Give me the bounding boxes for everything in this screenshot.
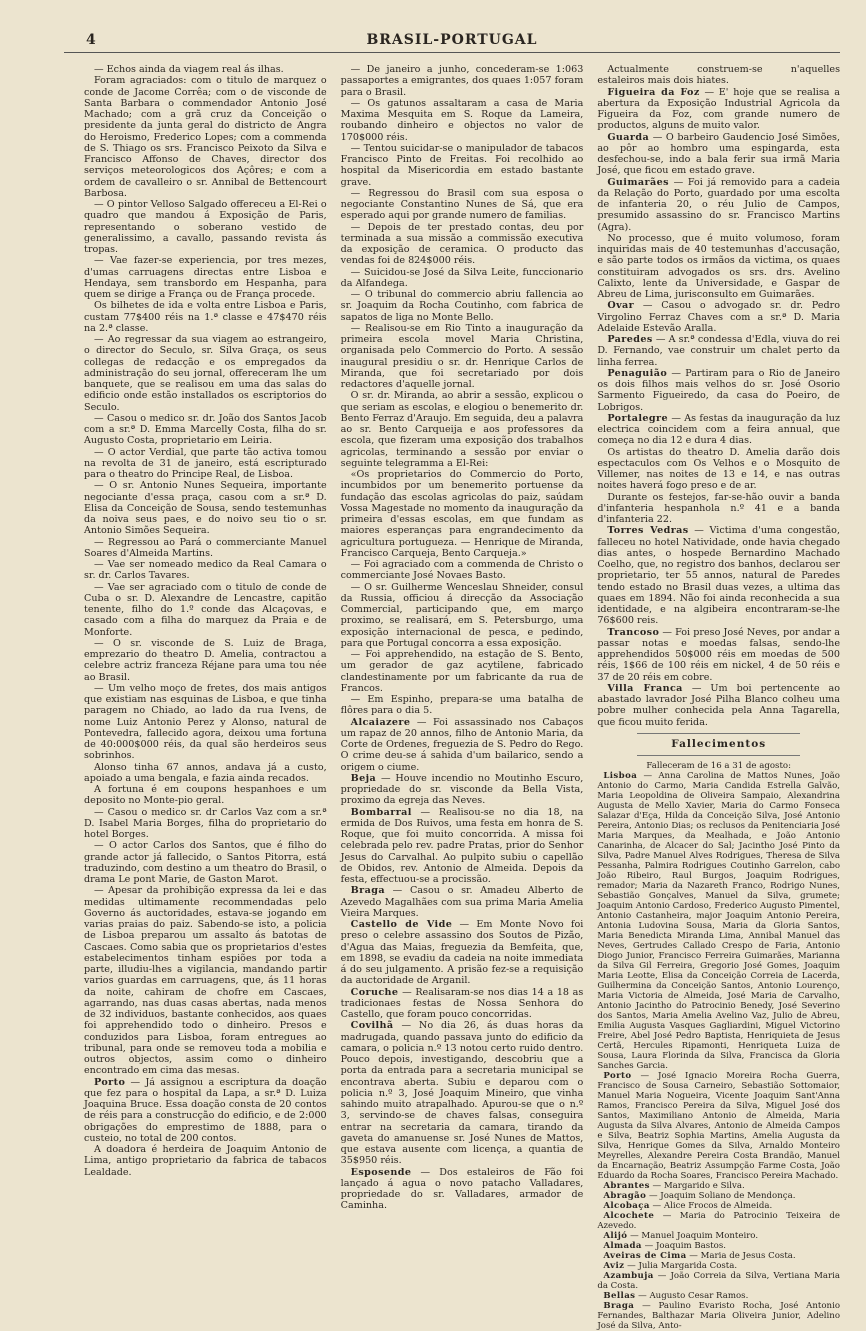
paragraph: Os artistas do theatro D. Amelia darão dois espectaculos com Os Velhos e o Mosquito de Villemer, nas noites de 13 e 14, e nas outras noites haverá fogo preso e de ar. (597, 446, 840, 492)
place-lead: Almada (603, 1241, 642, 1251)
paragraph: Os bilhetes de ida e volta entre Lisboa e Paris, custam 77$400 réis na 1.ª classe e 47$470 réis na 2.ª classe. (84, 300, 327, 334)
paragraph: — O actor Verdial, que parte tão activa tomou na revolta de 31 de janeiro, está escripturado para o theatro do Principe Real, de Lisboa. (84, 446, 327, 480)
paragraph: — Suicidou-se José da Silva Leite, funccionario da Alfandega. (340, 266, 584, 289)
paragraph: Azambuja — João Correia da Silva, Vertiana Maria da Costa. (597, 1271, 840, 1291)
place-lead: Trancoso (607, 626, 660, 638)
paragraph: Alijó — Manuel Joaquim Monteiro. (603, 1231, 759, 1241)
section-divider (637, 755, 800, 756)
place-lead: Esposende (350, 1166, 412, 1178)
paragraph: — Ao regressar da sua viagem ao estrangeiro, o director do Seculo, sr. Silva Graça, os seus collegas de redacção e os empregados da administração do seu jornal, offereceram lhe um banquete, que se realisou em uma das salas do edificio onde estão installados os escriptorios do Seculo. (84, 334, 327, 413)
paragraph: Paredes — A sr.ª condessa d'Edla, viuva do rei D. Fernando, vae construir um chalet perto da linha ferrea. (597, 334, 840, 368)
paragraph: — O sr. Guilherme Wenceslau Shneider, consul da Russia, officiou á direcção da Associação Commercial, participando que, em março proximo, se realisará, em S. Petersburgo, uma exposição internacional de pesca, e pedindo, para que Portugal concorra a essa exposição. (340, 581, 584, 649)
paragraph: — Casou o medico sr. dr. João dos Santos Jacob com a sr.ª D. Emma Marcelly Costa, filha do sr. Augusto Costa, proprietario em Leiria. (84, 412, 327, 447)
place-lead: Guarda (607, 131, 650, 143)
place-lead: Abrantes (603, 1181, 650, 1191)
paragraph: — De janeiro a junho, concederam-se 1:063 passaportes a emigrantes, dos quaes 1:057 foram para o Brasil. (340, 64, 584, 98)
place-lead: Braga (350, 885, 385, 897)
page-header (64, 0, 840, 48)
paragraph: Abrantes — Margarido e Silva. (603, 1181, 745, 1191)
paragraph: — Tentou suicidar-se o manipulador de tabacos Francisco Pinto de Freitas. Foi recolhido ao hospital da Misericordia em estado bastante grave. (340, 142, 584, 188)
place-lead: Guimarães (607, 176, 669, 188)
paragraph: Actualmente construem-se n'aquelles estaleiros mais dois hiates. (597, 64, 840, 87)
paragraph: — Foi agraciado com a commenda de Christo o commerciante José Novaes Basto. (340, 559, 584, 582)
masthead: BRASIL-PORTUGAL (366, 32, 538, 48)
fallecimentos-list (597, 771, 840, 1331)
fallecimentos-title: Fallecimentos (671, 737, 767, 750)
paragraph: Figueira da Foz — E' hoje que se realisa a abertura da Exposição Industrial Agricola da Figueira da Foz, com grande numero de productos, alguns de muito valor. (597, 86, 840, 132)
paragraph: Guarda — O barbeiro Gaudencio José Simões, ao pôr ao hombro uma espingarda, esta desfechou-se, indo a bala ferir sua irmã Maria José, que ficou em estado grave. (597, 131, 840, 177)
page-number: 4 (86, 32, 96, 48)
paragraph: — Foi apprehendido, na estação de S. Bento, um gerador de gaz acytilene, fabricado clandestinamente por um fabricante da rua de Francos. (340, 649, 584, 694)
paragraph: Aveiras de Cima — Maria de Jesus Costa. (603, 1251, 796, 1261)
paragraph: — O pintor Velloso Salgado offereceu a El-Rei o quadro que mandou á Exposição de Paris, representando o soberano vestido de generalissimo, a cavallo, passando revista ás tropas. (84, 199, 327, 255)
paragraph: Alcaiazere — Foi assassinado nos Cabaços um rapaz de 20 annos, filho de Antonio Maria, da Corte de Ordenes, freguezia de S. Pedro do Rego. O crime deu-se á sahida d'um bailarico, sendo a origem o ciume. (340, 716, 584, 773)
place-lead: Azambuja (603, 1271, 654, 1281)
paragraph: — Realisou-se em Rio Tinto a inauguração da primeira escola movel Maria Christina, organisada pelo Commercio do Porto. A sessão inaugural presidiu o sr. dr. Henrique Carlos de Miranda, que foi secretariado por dois redactores d'aquelle jornal. (340, 322, 584, 390)
paragraph: A fortuna é em coupons hespanhoes e um deposito no Monte-pio geral. (84, 784, 327, 807)
column-1 (84, 64, 327, 1331)
paragraph: — O tribunal do commercio abriu fallencia ao sr. Joaquim da Rocha Coutinho, com fabrica de sapatos de liga no Monte Bello. (340, 289, 584, 323)
place-lead: Ovar (607, 300, 635, 312)
paragraph: Foram agraciados: com o titulo de marquez o conde de Jacome Corrêa; com o de visconde de Santa Barbara o commendador Antonio José Machado; com a grã cruz da Conceição o presidente da junta geral do districto de Angra do Heroismo, Frederico Lopes; com a commenda de S. Thiago os srs. Francisco Peixoto da Silva e Francisco Affonso de Chaves, director dos serviços meteorologicos dos Açôres; e com a ordem de cavalleiro o sr. Annibal de Bettencourt Barbosa. (84, 75, 327, 199)
paragraph: Braga — Casou o sr. Amadeu Alberto de Azevedo Magalhães com sua prima Maria Amelia Vieira Marques. (340, 885, 584, 919)
paragraph: Bombarral — Realisou-se no dia 18, na ermida de Dos Ruivos, uma festa em honra de S. Roque, que foi muito concorrida. A missa foi celebrada pelo rev. padre Pratas, prior do Senhor Jesus do Carvalhal. Ao pulpito subiu o capellão de Obidos, rev. Antonio de Almeida. Depois da festa, effectuou-se a procissão. (340, 806, 584, 885)
paragraph: O sr. dr. Miranda, ao abrir a sessão, explicou o que seriam as escolas, e elogiou o benemerito dr. Bento Ferraz d'Araujo. Em seguida, deu a palavra ao sr. Bento Carqueija e aos professores da escola, que fizeram uma exposição dos trabalhos agricolas, terminando a sessão por enviar o seguinte telegramma a El-Rei: (340, 390, 584, 469)
paragraph: Castello de Vide — Em Monte Novo foi preso o celebre assassino dos Soutos de Pizão, d'Agua das Maias, freguezia da Bemfeita, que, em 1898, se evadiu da cadeia na noite immediata á do seu julgamento. A prisão fez-se a requisição da auctoridade de Arganil. (340, 919, 584, 987)
paragraph: No processo, que é muito volumoso, foram inquiridas mais de 40 testemunhas d'accusação, e são parte todos os irmãos da victima, os quaes constituiram advogados os srs. drs. Avelino Calixto, lente da Universidade, e Gaspar de Abreu de Lima, jurisconsulto em Guimarães. (597, 232, 840, 300)
paragraph: Guimarães — Foi já removido para a cadeia da Relação do Porto, guardado por uma escolta de infanteria 20, o réu Julio de Campos, presumido assassino do sr. Francisco Martins (Agra). (597, 176, 840, 233)
paragraph: — Depois de ter prestado contas, deu por terminada a sua missão a commissão executiva da exposição de ceramica. O producto das vendas foi de 824$000 réis. (340, 221, 584, 267)
paragraph: — O sr. visconde de S. Luiz de Braga, emprezario do theatro D. Amelia, contractou a celebre actriz franceza Réjane para uma tou née ao Brasil. (84, 637, 327, 683)
paragraph: Porto — José Ignacio Moreira Rocha Guerra, Francisco de Sousa Carneiro, Sebastião Sottomaior, Manuel Maria Nogueira, Vicente Joaquim Sant'Anna Ramos, Francisco Pereira da Silva, Miguel José dos Santos, Maximiliano Antonio de Almeida, Maria Augusta da Silva Alvares, Antonio de Almeida Campos e Silva, Beatriz Sophia Martins, Amelia Augusta da Silva, Henrique Gomes da Silva, Arnaldo Monteiro Meyrelles, Alexandre Pereira Costa Brandão, Manuel da Encarnação, Beatriz Assumpção Farme Costa, João Eduardo da Rocha Soares, Francisco Pereira Machado. (597, 1071, 840, 1181)
paragraph: — Os gatunos assaltaram a casa de Maria Maxima Mesquita em S. Roque da Lameira, roubando dinheiro e objectos no valor de 170$000 réis. (340, 97, 584, 143)
paragraph: — Apesar da prohibição expressa da lei e das medidas ultimamente recommendadas pelo Governo ás auctoridades, estava-se jogando em varias praias do paiz. Sabendo-se isto, a policia de Lisboa preparou um assalto ás batotas de Cascaes. Como sabia que os proprietarios d'estes estabelecimentos tinham espiões por toda a parte, illudiu-lhes a vigilancia, mandando partir varios guardas em carruagens, que, ás 11 horas da noite, cahiram de chofre em Cascaes, agarrando, nas duas casas abertas, nada menos de 32 individuos, bastante conhecidos, aos quaes foi apprehendido todo o dinheiro. Presos e conduzidos para Lisboa, foram entregues ao tribunal, para onde se removeu toda a mobilia e outros objectos, assim como o dinheiro encontrado em cima das mesas. (84, 885, 327, 1077)
paragraph: Torres Vedras — Victima d'uma congestão, falleceu no hotel Natividade, onde havia chegado dias antes, o hospede Bernardino Machado Coelho, que, no registro dos banhos, declarou ser proprietario, ter 55 annos, natural de Paredes tendo estado no Brasil duas vezes, a ultima das quaes em 1894. Não foi ainda reconhecida a sua identidade, e na algibeira encontraram-se-lhe 76$600 reis. (597, 525, 840, 627)
place-lead: Porto (94, 1076, 126, 1088)
paragraph: Bellas — Augusto Cesar Ramos. (603, 1291, 749, 1301)
paragraph: Portalegre — As festas da inauguração da luz electrica coincidem com a feira annual, que começa no dia 12 e dura 4 dias. (597, 412, 840, 447)
header-rule (64, 52, 840, 53)
place-lead: Alcaiazere (350, 716, 411, 728)
section-divider (637, 733, 800, 734)
paragraph: — Regressou do Brasil com sua esposa o negociante Constantino Nunes de Sá, que era esperado aqui por grande numero de familias. (340, 187, 584, 222)
paragraph: — Regressou ao Pará o commerciante Manuel Soares d'Almeida Martins. (84, 536, 327, 559)
paragraph: — Um velho moço de fretes, dos mais antigos que existiam nas esquinas de Lisboa, e que tinha paragem no Chiado, ao lado da rua Ivens, de nome Luiz Antonio Perez y Alonso, natural de Pontevedra, fallecido agora, deixou uma fortuna de 40:000$000 réis, da qual são herdeiros seus sobrinhos. (84, 682, 327, 762)
paragraph: Aviz — Julia Margarida Costa. (603, 1261, 738, 1271)
paragraph: Alonso tinha 67 annos, andava já a custo, apoiado a uma bengala, e fazia ainda recados. (84, 761, 327, 784)
paragraph: Beja — Houve incendio no Moutinho Escuro, propriedade do sr. visconde da Bella Vista, proximo da egreja das Neves. (340, 772, 584, 807)
paragraph: Ovar — Casou o advogado sr. dr. Pedro Virgolino Ferraz Chaves com a sr.ª D. Maria Adelaide Estevão Aralla. (597, 300, 840, 334)
paragraph: — Vae ser nomeado medico da Real Camara o sr. dr. Carlos Tavares. (84, 559, 327, 582)
place-lead: Abragão (603, 1191, 647, 1201)
paragraph: Penaguião — Partiram para o Rio de Janeiro os dois filhos mais velhos do sr. José Osorio Sarmento Figueiredo, da casa do Poeiro, de Lobrigos. (597, 367, 840, 413)
place-lead: Paredes (607, 334, 653, 345)
paragraph: Alcochete — Maria do Patrocinio Teixeira de Azevedo. (597, 1211, 840, 1231)
place-lead: Braga (603, 1301, 635, 1311)
paragraph: — O sr. Antonio Nunes Sequeira, importante negociante d'essa praça, casou com a sr.ª D. Elisa da Conceição de Sousa, sendo testemunhas da noiva seus paes, e do noivo seu tio o sr. Antonio Simões Sequeira. (84, 480, 327, 537)
paragraph: — Vae ser agraciado com o titulo de conde de Cuba o sr. D. Alexandre de Lencastre, capitão tenente, filho do 1.º conde das Alcaçovas, e casado com a filha do marquez da Praia e de Monforte. (84, 581, 327, 638)
paragraph: — Casou o medico sr. dr Carlos Vaz com a sr.ª D. Isabel Maria Borges, filha do proprietario do hotel Borges. (84, 806, 327, 840)
column-2 (341, 64, 584, 1331)
place-lead: Lisboa (603, 771, 638, 781)
paragraph: Braga — Paulino Evaristo Rocha, José Antonio Fernandes, Balthazar Maria Oliveira Junior, Adelino José da Silva, Anto- (597, 1301, 840, 1331)
place-lead: Covilhã (350, 1020, 394, 1032)
paragraph: Alcobaça — Alice Frocos de Almeida. (603, 1201, 773, 1211)
article-columns (84, 64, 841, 1331)
paragraph: — Echos ainda da viagem real ás ilhas. (94, 64, 284, 75)
paragraph: Esposende — Dos estaleiros de Fão foi lançado á agua o novo patacho Valladares, propriedade do sr. Valladares, armador de Caminha. (340, 1166, 584, 1212)
place-lead: Castello de Vide (350, 919, 453, 930)
paragraph: — Vae fazer-se experiencia, por tres mezes, d'umas carruagens directas entre Lisboa e Hendaya, sem transbordo em Hespanha, para quem se dirige a França ou de França procede. (84, 255, 327, 300)
place-lead: Aviz (603, 1261, 625, 1271)
paragraph: Almada — Joaquim Bastos. (603, 1241, 726, 1251)
place-lead: Penaguião (607, 367, 668, 379)
place-lead: Villa Franca (607, 682, 683, 694)
paragraph: — Em Espinho, prepara-se uma batalha de flôres para o dia 5. (340, 694, 584, 717)
paragraph: — O actor Carlos dos Santos, que é filho do grande actor já fallecido, o Santos Pitorra, está traduzindo, com destino a um theatro do Brasil, o drama Le pont Marie, de Gaston Marot. (84, 840, 327, 885)
place-lead: Aveiras de Cima (603, 1251, 687, 1261)
fallecimentos-intro: Falleceram de 16 a 31 de agosto: (646, 761, 791, 771)
place-lead: Figueira da Foz (607, 86, 700, 98)
place-lead: Portalegre (607, 412, 669, 424)
place-lead: Beja (350, 772, 377, 784)
paragraph: Abragão — Joaquim Soliano de Mendonça. (603, 1191, 796, 1201)
column-3 (597, 64, 840, 1331)
paragraph: Durante os festejos, far-se-hão ouvir a banda d'infanteria hespanhola n.º 41 e a banda d'infanteria 22. (597, 491, 840, 525)
paragraph: «Os proprietarios do Commercio do Porto, incumbidos por um benemerito portuense da fundação das escolas agricolas do paiz, saúdam Vossa Magestade no momento da inauguração da primeira d'essas escolas, em que fundam as maiores esperanças para engrandecimento da agricultura portugueza. — Henrique de Miranda, Francisco Carqueja, Bento Carqueja.» (340, 469, 584, 559)
place-lead: Bombarral (350, 806, 412, 818)
paragraph: Covilhã — No dia 26, ás duas horas da madrugada, quando passava junto do edificio da camara, o policia n.º 13 notou certo ruido dentro. Pouco depois, investigando, descobriu que a porta da entrada para a secretaria municipal se encontrava aberta. Subiu e deparou com o policia n.º 3, José Joaquim Mineiro, que vinha sahindo muito atrapalhado. Apurou-se que o n.º 3, servindo-se de chaves falsas, conseguira entrar na secretaria da camara, tirando da gaveta do amanuense sr. José Nunes de Mattos, que estava ausente com licença, a quantia de 35$950 réis. (340, 1020, 584, 1167)
paragraph: Coruche — Realisaram-se nos dias 14 a 18 as tradicionaes festas de Nossa Senhora do Castello, que foram pouco concorridas. (340, 986, 584, 1020)
place-lead: Alijó (603, 1231, 628, 1241)
place-lead: Alcobaça (603, 1201, 650, 1211)
paragraph: A doadora é herdeira de Joaquim Antonio de Lima, antigo proprietario da fabrica de tabacos Lealdade. (84, 1144, 327, 1178)
column-3-news (597, 64, 840, 728)
place-lead: Coruche (350, 986, 399, 998)
paragraph: Lisboa — Anna Carolina de Mattos Nunes, João Antonio do Carmo, Maria Candida Estrella Galvão, Maria Leopoldina de Oliveira Sampaio, Alexandrina Augusta de Mello Xavier, Maria do Carmo Fonseca Salazar d'Eça, Hilda da Conceição Silva, José Antonio Pereira, Antonio Dias; os reclusos da Penitenciaria José Maria Marques, da Mealhada, e João Antonio Canarinha, de Alcacer do Sal; Jacintho José Pinto da Silva, Padre Manuel Alves Rodrigues, Theresa de Silva Pessanha, Palmira Rodrigues Coutinho Garrelon, cabo João Ribeiro, Raul Burgos, Joaquim Rodrigues, remador; Maria da Nazareth Franco, Rodrigo Nunes, Sebastião Gonçalves, Manuel da Silva, grumete; Joaquim Antonio Cardoso, Frederico Augusto Pimentel, Antonio Castanheira, major Joaquim Antonio Pereira, Antonia Ludovina Sousa, Maria da Gloria Santos, Maria Benedicta Miranda Lima, Annibal Manuel das Neves, Gertrudes Callado Crespo de Faria, Antonio Diogo Junior, Francisco Ferreira Guimarães, Marianna da Silva Gil Ferreira, Gregorio José Gomes, Joaquim Maria Leotte, Elisa da Conceição Correia de Lacerda, Guilhermina da Conceição Santos, Antonio Lourenço, Maria Victoria de Almeida, José Maria de Carvalho, Antonio Jacintho do Patrocinio Benedy, José Severino dos Santos, Maria Amelia Avelino Vaz, Julio de Abreu, Emilia Augusta Vasques Gagliardini, Miguel Victorino Freire, Abel José Pedro Baptista, Henriquieta de Jesus Certã, Hercules Ripamonti, Henriqueta Luiza de Sousa, Laura Florinda da Silva, Francisca da Gloria Sanches Garcia. (597, 771, 840, 1071)
place-lead: Porto (603, 1071, 632, 1081)
paragraph: Villa Franca — Um boi pertencente ao abastado lavrador José Pilha Blanco colheu uma pobre mulher conhecida pela Anna Tagarella, que ficou muito ferida. (597, 682, 841, 728)
paragraph: Trancoso — Foi preso José Neves, por andar a passar notas e moedas falsas, sendo-lhe apprehendidos 50$000 réis em moedas de 500 réis, 1$66 de 100 réis em nickel, 4 de 50 réis e 37 de 20 réis em cobre. (597, 626, 840, 683)
place-lead: Torres Vedras (607, 525, 689, 537)
paragraph: Porto — Já assignou a escriptura da doação que fez para o hospital da Lapa, a sr.ª D. Luiza Joaquina Bruce. Essa doação consta de 20 contos de réis para a construcção do edificio, e de 2:000 obrigações do emprestimo de 1888, para o custeio, no total de 200 contos. (84, 1076, 327, 1144)
place-lead: Alcochete (603, 1211, 655, 1221)
place-lead: Bellas (603, 1291, 636, 1301)
